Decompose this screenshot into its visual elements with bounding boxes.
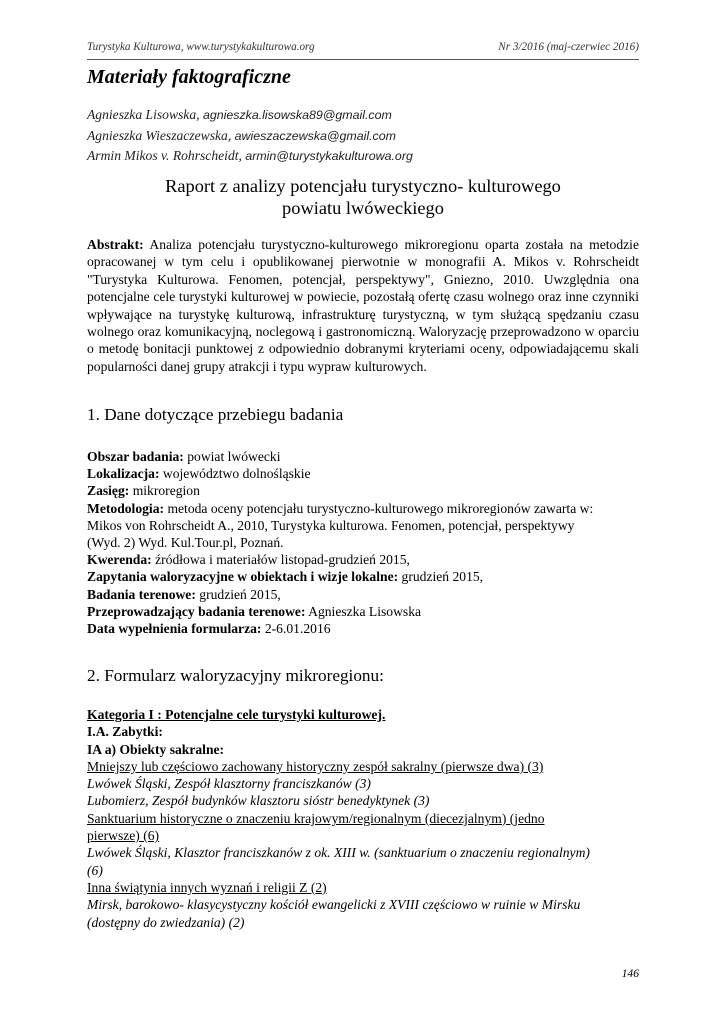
subcategory-title: I.A. Zabytki: <box>87 724 163 740</box>
detail-value: 2-6.01.2016 <box>264 621 331 637</box>
example-line: Lwówek Śląski, Zespół klasztorny franciszkanów (3) <box>87 776 371 792</box>
abstract-text: Analiza potencjału turystyczno-kulturowego mikroregionu oparta została na metodzie opracowanej w tym celu i opublikowanej pierwotnie w monografii A. Mikos v. Rohrscheidt "Turystyka Kulturowa. Fenomen, potencjał, perspektywy", Gniezno, 2010. Uwzględnia ona potencjalne cele turystyki kulturowej w powiecie, pozostałą ofertę czasu wolnego oraz inne czynniki wpływające na turystykę kulturową, infrastrukturę turystyczną, w tym służącą spędzaniu czasu wolnego oraz komunikacyjną, noclegową i gastronomiczną. Waloryzację przeprowadzono w oparciu o metodę bonitacji punktowej z odpowiednio dobranymi kryteriami oceny, odpowiadającemu skali popularności danej grupy atrakcji i typu wypraw kulturowych. <box>87 237 639 374</box>
author-name: Agnieszka Wieszaczewska, <box>87 127 232 143</box>
detail-value: Agnieszka Lisowska <box>308 603 422 619</box>
report-title-line: powiatu lwóweckiego <box>282 197 444 218</box>
example-line: (dostępny do zwiedzania) (2) <box>87 914 245 930</box>
detail-row <box>87 620 647 637</box>
detail-label: Badania terenowe: <box>87 586 196 602</box>
section-2-heading: 2. Formularz waloryzacyjny mikroregionu: <box>87 666 384 685</box>
author-email[interactable]: agnieszka.lisowska89@gmail.com <box>202 108 392 122</box>
author-entry <box>87 126 413 147</box>
author-name: Armin Mikos v. Rohrscheidt, <box>87 148 242 163</box>
detail-value: województwo dolnośląskie <box>162 466 311 482</box>
section-1-heading: 1. Dane dotyczące przebiegu badania <box>87 405 344 424</box>
detail-value: metoda oceny potencjału turystyczno-kulturowego mikroregionów zawarta w: <box>167 500 594 516</box>
study-details <box>87 448 647 637</box>
detail-row <box>87 586 647 603</box>
detail-label: Data wypełnienia formularza: <box>87 621 262 637</box>
section-label: Materiały faktograficzne <box>87 66 291 88</box>
detail-row <box>87 482 647 499</box>
detail-value: źródłowa i materiałów listopad-grudzień 2015, <box>155 552 410 568</box>
detail-row <box>87 500 647 517</box>
report-title-line: Raport z analizy potencjału turystyczno- kulturowego <box>165 176 561 196</box>
detail-label: Kwerenda: <box>87 552 152 568</box>
valuation-form <box>87 706 647 931</box>
running-header <box>87 41 639 59</box>
detail-value: mikroregion <box>132 483 200 499</box>
author-entry <box>87 105 413 126</box>
detail-value: grudzień 2015, <box>401 569 484 585</box>
detail-label: Obszar badania: <box>87 449 184 464</box>
detail-label: Zasięg: <box>87 483 130 499</box>
header-journal: Turystyka Kulturowa, www.turystykakulturowa.org <box>87 41 315 53</box>
abstract-label: Abstrakt: <box>87 237 144 252</box>
header-issue: Nr 3/2016 (maj-czerwiec 2016) <box>498 41 639 53</box>
detail-value: powiat lwówecki <box>187 449 281 464</box>
abstract <box>87 236 639 375</box>
criterion-line: Mniejszy lub częściowo zachowany historyczny zespół sakralny (pierwsze dwa) (3) <box>87 758 544 774</box>
group-heading <box>87 741 647 758</box>
author-entry <box>87 146 413 167</box>
category-heading <box>87 706 647 723</box>
detail-label: Zapytania waloryzacyjne w obiektach i wizje lokalne: <box>87 569 399 585</box>
example-line: (6) <box>87 862 103 878</box>
author-email[interactable]: awieszaczewska@gmail.com <box>234 128 396 143</box>
detail-row <box>87 603 647 620</box>
author-list <box>87 105 413 167</box>
category-title: Kategoria I : Potencjalne cele turystyki kulturowej. <box>87 707 386 722</box>
detail-label: Metodologia: <box>87 500 165 516</box>
detail-label: Przeprowadzający badania terenowe: <box>87 603 306 619</box>
detail-row <box>87 568 647 585</box>
detail-value: grudzień 2015, <box>199 586 281 602</box>
detail-continuation: (Wyd. 2) Wyd. Kul.Tour.pl, Poznań. <box>87 535 284 551</box>
group-title: IA a) Obiekty sakralne: <box>87 741 225 757</box>
example-line: Lwówek Śląski, Klasztor franciszkanów z ok. XIII w. (sanktuarium o znaczeniu regionalnym) <box>87 845 590 861</box>
author-name: Agnieszka Lisowska, <box>87 107 200 122</box>
detail-row <box>87 448 647 465</box>
detail-row <box>87 551 647 568</box>
author-email[interactable]: armin@turystykakulturowa.org <box>245 149 413 163</box>
detail-row <box>87 465 647 482</box>
example-line: Mirsk, barokowo- klasycystyczny kościół ewangelicki z XVIII częściowo w ruinie w Mirsku <box>87 897 581 913</box>
criterion-line: Sanktuarium historyczne o znaczeniu krajowym/regionalnym (diecezjalnym) (jedno <box>87 810 545 826</box>
header-divider <box>87 59 639 60</box>
example-line: Lubomierz, Zespół budynków klasztoru sióstr benedyktynek (3) <box>87 793 430 809</box>
subcategory-heading <box>87 723 647 740</box>
report-title <box>87 176 639 219</box>
criterion-line: Inna świątynia innych wyznań i religii Z (2) <box>87 879 327 895</box>
detail-label: Lokalizacja: <box>87 466 160 482</box>
detail-continuation: Mikos von Rohrscheidt A., 2010, Turystyka kulturowa. Fenomen, potencjał, perspektywy <box>87 517 575 533</box>
criterion-line: pierwsze) (6) <box>87 828 160 844</box>
page-number: 146 <box>621 967 639 980</box>
